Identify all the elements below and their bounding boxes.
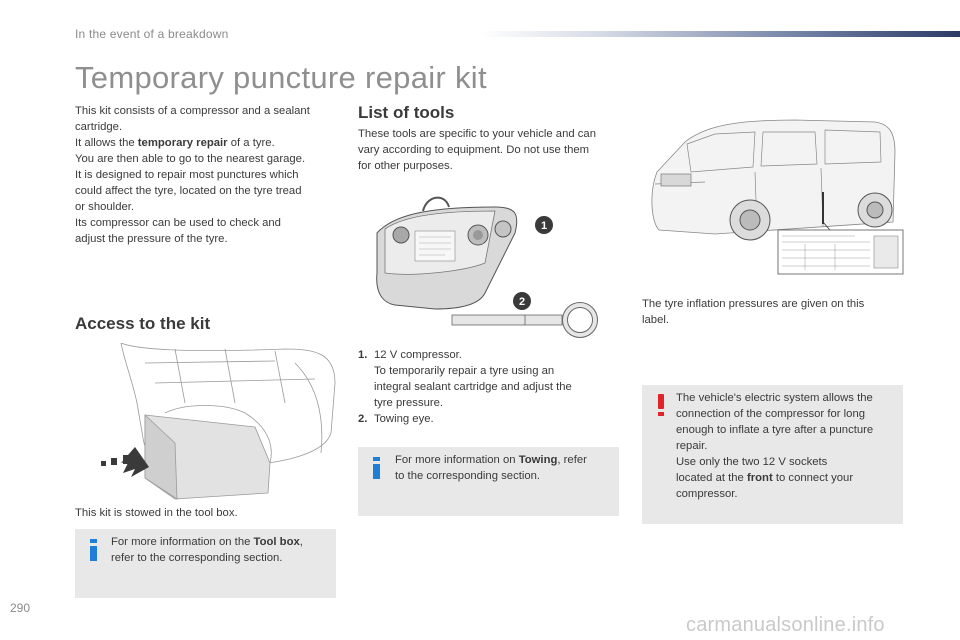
compressor-illustration [377, 198, 517, 309]
badge-1: 1 [540, 220, 548, 232]
tools-illustration [375, 193, 605, 343]
pressure-note: The tyre inflation pressures are given on this label. [642, 298, 865, 326]
intro-line: You are then able to go to the nearest garage. [75, 153, 306, 165]
info-text: For more information on Towing, refer to the corresponding section. [395, 454, 587, 482]
intro-line: Its compressor can be used to check and [75, 217, 281, 229]
info-text: For more information on the Tool box, refer to the corresponding section. [111, 536, 303, 564]
intro-line: It is designed to repair most punctures which [75, 169, 299, 181]
header-gradient-bar [480, 31, 960, 37]
stowed-text: This kit is stowed in the tool box. [75, 507, 238, 519]
info-box-towing [358, 447, 619, 516]
intro-line: could affect the tyre, located on the tyre tread [75, 185, 302, 197]
tools-description [358, 126, 628, 174]
page-number: 290 [10, 601, 31, 615]
intro-line: adjust the pressure of the tyre. [75, 233, 228, 245]
warning-text: The vehicle's electric system allows the connection of the compressor for long enough to inflate a tyre after a puncture repair. Use only the two 12 V sockets located at the front to connect your compressor. [676, 392, 874, 500]
warning-box [642, 385, 903, 524]
access-heading: Access to the kit [75, 314, 211, 333]
tool-item-2: 2. Towing eye. [358, 413, 434, 425]
info-box-toolbox [75, 529, 336, 598]
intro-paragraph [75, 103, 345, 247]
intro-line: This kit consists of a compressor and a sealant [75, 105, 310, 117]
tools-desc-line: These tools are specific to your vehicle and can [358, 128, 596, 140]
intro-line: cartridge. [75, 121, 123, 133]
tool-item-1: 1. 12 V compressor. To temporarily repair a tyre using an integral sealant cartridge and adjust the tyre pressure. [358, 349, 572, 409]
intro-line: or shoulder. [75, 201, 135, 213]
tools-desc-line: vary according to equipment. Do not use them [358, 144, 590, 156]
tools-desc-line: for other purposes. [358, 160, 453, 172]
toolbox-seat-illustration [85, 343, 337, 501]
page-title: Temporary puncture repair kit [75, 60, 487, 95]
intro-line: It allows the temporary repair of a tyre. [75, 137, 275, 149]
tools-heading: List of tools [358, 103, 455, 122]
tyre-pressure-label-illustration [778, 230, 903, 274]
van-label-illustration [645, 112, 905, 282]
watermark: carmanualsonline.info [686, 614, 885, 636]
badge-2: 2 [518, 296, 526, 308]
section-header: In the event of a breakdown [75, 27, 229, 41]
